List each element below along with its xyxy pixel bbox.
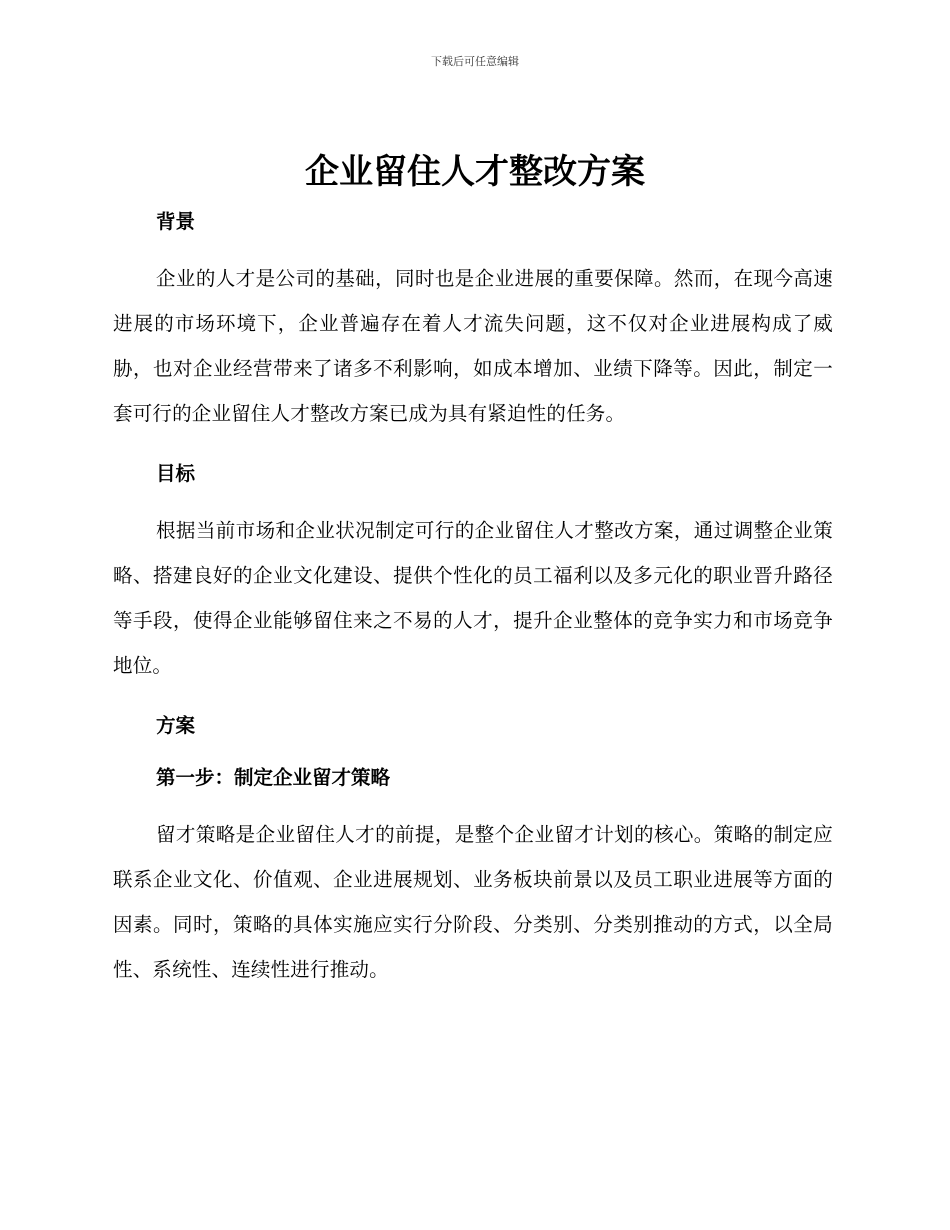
section-heading-background: 背景 <box>156 210 196 233</box>
paragraph-background: 企业的人才是公司的基础，同时也是企业进展的重要保障。然而，在现今高速进展的市场环境下，企业普遍存在着人才流失问题，这不仅对企业进展构成了威胁，也对企业经营带来了诸多不利影响，如成本增加、业绩下降等。因此，制定一套可行的企业留住人才整改方案已成为具有紧迫性的任务。 <box>113 267 833 425</box>
step-heading-1: 第一步：制定企业留才策略 <box>156 766 391 789</box>
page-header-note: 下载后可任意编辑 <box>431 55 519 68</box>
paragraph-step-1: 留才策略是企业留住人才的前提，是整个企业留才计划的核心。策略的制定应联系企业文化、价值观、企业进展规划、业务板块前景以及员工职业进展等方面的因素。同时，策略的具体实施应实行分阶段、分类别、分类别推动的方式，以全局性、系统性、连续性进行推动。 <box>113 823 833 981</box>
section-heading-goal: 目标 <box>156 462 196 485</box>
document-body <box>113 198 833 1006</box>
paragraph-goal: 根据当前市场和企业状况制定可行的企业留住人才整改方案，通过调整企业策略、搭建良好的企业文化建设、提供个性化的员工福利以及多元化的职业晋升路径等手段，使得企业能够留住来之不易的人才，提升企业整体的竞争实力和市场竞争地位。 <box>113 519 833 677</box>
document-title: 企业留住人才整改方案 <box>305 152 645 192</box>
section-heading-plan: 方案 <box>156 714 196 737</box>
